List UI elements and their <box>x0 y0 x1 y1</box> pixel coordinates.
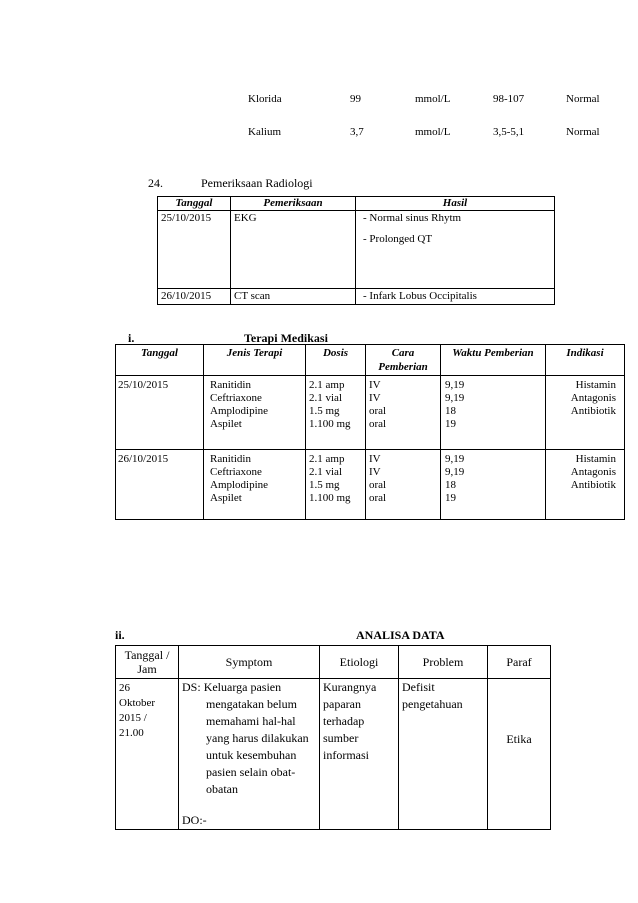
route: oral <box>369 405 387 417</box>
route: IV <box>369 379 381 391</box>
column-header: Tanggal <box>116 345 204 376</box>
cell-jenis <box>204 450 306 520</box>
lab-unit: mmol/L <box>415 126 451 138</box>
time: 18 <box>445 479 456 491</box>
date-line: 21.00 <box>119 727 144 739</box>
table-row <box>116 450 625 520</box>
radiologi-table <box>157 196 555 305</box>
cell-jenis <box>204 376 306 450</box>
cell-dosis <box>306 450 366 520</box>
lab-status: Normal <box>566 93 600 105</box>
column-header: Jenis Terapi <box>204 345 306 376</box>
column-header: Cara Pemberian <box>366 345 441 376</box>
problem-line: pengetahuan <box>402 697 463 711</box>
table-header-row <box>116 646 551 679</box>
drug-name: Ranitidin <box>210 453 251 465</box>
table-header-row <box>116 345 625 376</box>
lab-status: Normal <box>566 126 600 138</box>
ds-text: untuk kesembuhan <box>206 748 297 762</box>
analisa-table <box>115 645 551 830</box>
ds-text: mengatakan belum <box>206 697 297 711</box>
section-number: i. <box>128 331 135 345</box>
cell-tanggal: 26/10/2015 <box>158 289 231 305</box>
paraf-text: Etika <box>506 732 532 746</box>
table-header-row <box>158 197 555 211</box>
cell-indikasi <box>546 450 625 520</box>
hasil-line: - Infark Lobus Occipitalis <box>363 290 477 302</box>
route: oral <box>369 418 387 430</box>
lab-name: Klorida <box>248 93 282 105</box>
cell-pemeriksaan: CT scan <box>231 289 356 305</box>
route: oral <box>369 479 387 491</box>
dose: 2.1 vial <box>309 392 342 404</box>
drug-name: Amplodipine <box>210 479 269 491</box>
table-row <box>116 679 551 830</box>
lab-unit: mmol/L <box>415 93 451 105</box>
terapi-table <box>115 344 625 520</box>
drug-name: Aspilet <box>210 492 242 504</box>
cell-tanggal <box>116 679 179 830</box>
table-row <box>158 211 555 289</box>
cell-etiologi <box>320 679 399 830</box>
etiologi-line: terhadap <box>323 714 365 728</box>
lab-range: 3,5-5,1 <box>493 126 525 138</box>
etiologi-line: sumber <box>323 731 359 745</box>
time: 9,19 <box>445 453 465 465</box>
drug-name: Ceftriaxone <box>210 392 262 404</box>
hasil-line: - Prolonged QT <box>363 233 433 245</box>
route: oral <box>369 492 387 504</box>
indication: Antagonis <box>570 392 616 404</box>
lab-value: 99 <box>350 93 361 105</box>
drug-name: Amplodipine <box>210 405 269 417</box>
drug-name: Ranitidin <box>210 379 251 391</box>
column-header: Tanggal / Jam <box>116 646 179 679</box>
indication: Histamin <box>575 453 616 465</box>
cell-pemeriksaan: EKG <box>231 211 356 289</box>
indication: Histamin <box>575 379 616 391</box>
etiologi-line: informasi <box>323 748 369 762</box>
time: 19 <box>445 418 456 430</box>
date-line: Oktober <box>119 697 156 709</box>
cell-waktu <box>441 450 546 520</box>
ds-text: Keluarga pasien <box>203 680 282 694</box>
section-number: ii. <box>115 628 125 642</box>
column-header: Dosis <box>306 345 366 376</box>
column-header: Tanggal <box>158 197 231 211</box>
indication: Antagonis <box>570 466 616 478</box>
column-header: Pemeriksaan <box>231 197 356 211</box>
dose: 2.1 amp <box>309 453 345 465</box>
ds-text: yang harus dilakukan <box>206 731 309 745</box>
dose: 1.5 mg <box>309 405 340 417</box>
column-header: Indikasi <box>546 345 625 376</box>
section-title: Terapi Medikasi <box>244 331 328 345</box>
route: IV <box>369 392 381 404</box>
column-header: Symptom <box>179 646 320 679</box>
cell-tanggal: 25/10/2015 <box>116 376 204 450</box>
dose: 1.5 mg <box>309 479 340 491</box>
ds-label: DS: <box>182 680 201 694</box>
date-line: 26 <box>119 682 130 694</box>
time: 9,19 <box>445 379 465 391</box>
table-row <box>116 376 625 450</box>
ds-text: memahami hal-hal <box>206 714 296 728</box>
column-header: Paraf <box>488 646 551 679</box>
section-number: 24. <box>148 176 163 190</box>
cell-indikasi <box>546 376 625 450</box>
column-header: Etiologi <box>320 646 399 679</box>
etiologi-line: paparan <box>323 697 361 711</box>
date-line: 2015 / <box>119 712 147 724</box>
cell-symptom <box>179 679 320 830</box>
section-title: ANALISA DATA <box>356 628 445 642</box>
column-header: Hasil <box>356 197 555 211</box>
cell-hasil <box>356 289 555 305</box>
cell-hasil <box>356 211 555 289</box>
dose: 1.100 mg <box>309 418 351 430</box>
etiologi-line: Kurangnya <box>323 680 377 694</box>
lab-name: Kalium <box>248 126 281 138</box>
time: 18 <box>445 405 456 417</box>
cell-cara <box>366 376 441 450</box>
dose: 2.1 vial <box>309 466 342 478</box>
cell-cara <box>366 450 441 520</box>
dose: 1.100 mg <box>309 492 351 504</box>
drug-name: Ceftriaxone <box>210 466 262 478</box>
ds-line <box>182 679 316 696</box>
time: 9,19 <box>445 466 465 478</box>
cell-dosis <box>306 376 366 450</box>
hasil-line: - Normal sinus Rhytm <box>363 212 462 224</box>
do-label: DO:- <box>182 813 207 827</box>
lab-range: 98-107 <box>493 93 525 105</box>
drug-name: Aspilet <box>210 418 242 430</box>
cell-paraf <box>488 679 551 830</box>
table-row <box>158 289 555 305</box>
lab-value: 3,7 <box>350 126 364 138</box>
cell-tanggal: 25/10/2015 <box>158 211 231 289</box>
section-title: Pemeriksaan Radiologi <box>201 176 313 190</box>
ds-text: obatan <box>206 782 238 796</box>
column-header: Problem <box>399 646 488 679</box>
column-header: Waktu Pemberian <box>441 345 546 376</box>
cell-problem <box>399 679 488 830</box>
ds-text: pasien selain obat- <box>206 765 296 779</box>
cell-tanggal: 26/10/2015 <box>116 450 204 520</box>
dose: 2.1 amp <box>309 379 345 391</box>
route: IV <box>369 453 381 465</box>
indication: Antibiotik <box>570 405 616 417</box>
time: 9,19 <box>445 392 465 404</box>
time: 19 <box>445 492 456 504</box>
route: IV <box>369 466 381 478</box>
cell-waktu <box>441 376 546 450</box>
indication: Antibiotik <box>570 479 616 491</box>
problem-line: Defisit <box>402 680 435 694</box>
